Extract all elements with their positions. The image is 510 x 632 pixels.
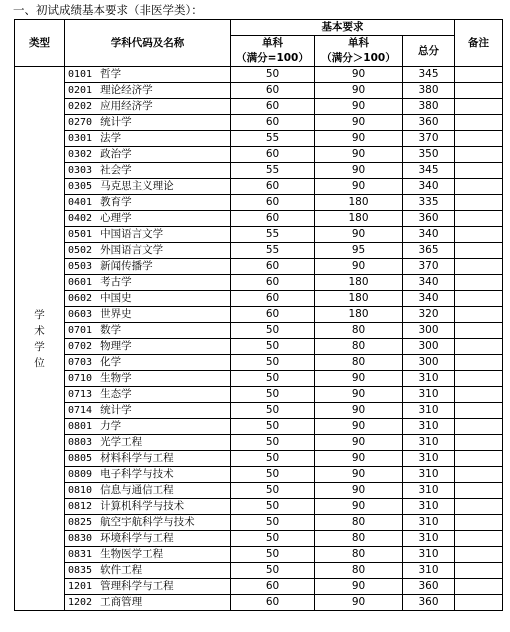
- score-single-gt100: 90: [315, 259, 403, 275]
- subject-name: 软件工程: [100, 564, 143, 576]
- score-single-gt100: 90: [315, 483, 403, 499]
- score-single-gt100: 90: [315, 595, 403, 611]
- subject-code: 0301: [68, 133, 93, 144]
- table-row: [15, 259, 503, 275]
- remark-cell: [455, 483, 503, 499]
- group-label-char: 位: [34, 356, 45, 369]
- subject-name: 化学: [100, 356, 122, 368]
- table-row: [15, 227, 503, 243]
- score-single-gt100: 80: [315, 515, 403, 531]
- subject-name: 管理科学与工程: [100, 580, 174, 592]
- score-total: 300: [403, 339, 455, 355]
- subject-code: 0805: [68, 453, 93, 464]
- subject-cell: [65, 227, 231, 243]
- subject-cell: [65, 579, 231, 595]
- score-total: 310: [403, 515, 455, 531]
- score-single-100: 50: [231, 323, 315, 339]
- subject-name: 中国史: [100, 292, 132, 304]
- score-total: 345: [403, 163, 455, 179]
- subject-code: 0270: [68, 117, 93, 128]
- table-row: [15, 339, 503, 355]
- subject-cell: [65, 163, 231, 179]
- table-row: [15, 579, 503, 595]
- subject-code: 0305: [68, 181, 93, 192]
- table-row: [15, 83, 503, 99]
- subject-code: 0702: [68, 341, 93, 352]
- subject-name: 理论经济学: [100, 84, 153, 96]
- group-label-char: 术: [34, 324, 45, 337]
- score-single-100: 50: [231, 67, 315, 83]
- remark-cell: [455, 67, 503, 83]
- table-row: [15, 323, 503, 339]
- score-total: 310: [403, 435, 455, 451]
- subject-name: 教育学: [100, 196, 132, 208]
- score-single-gt100: 180: [315, 211, 403, 227]
- remark-cell: [455, 531, 503, 547]
- score-total: 365: [403, 243, 455, 259]
- score-single-gt100: 90: [315, 419, 403, 435]
- subject-cell: [65, 275, 231, 291]
- header-row-top: [15, 20, 503, 36]
- remark-cell: [455, 275, 503, 291]
- subject-name: 法学: [100, 132, 122, 144]
- subject-cell: [65, 467, 231, 483]
- subject-cell: [65, 499, 231, 515]
- score-single-gt100: 90: [315, 147, 403, 163]
- subject-cell: [65, 131, 231, 147]
- subject-name: 信息与通信工程: [100, 484, 174, 496]
- table-row: [15, 499, 503, 515]
- score-single-gt100: 180: [315, 195, 403, 211]
- score-total: 350: [403, 147, 455, 163]
- subject-name: 光学工程: [100, 436, 143, 448]
- remark-cell: [455, 467, 503, 483]
- score-total: 370: [403, 259, 455, 275]
- remark-cell: [455, 419, 503, 435]
- subject-cell: [65, 547, 231, 563]
- subject-code: 0503: [68, 261, 93, 272]
- subject-code: 0201: [68, 85, 93, 96]
- table-row: [15, 387, 503, 403]
- group-label-char: 学: [34, 340, 45, 353]
- table-row: [15, 243, 503, 259]
- score-single-gt100: 90: [315, 179, 403, 195]
- score-single-100: 60: [231, 595, 315, 611]
- score-single-gt100: 90: [315, 451, 403, 467]
- subject-cell: [65, 387, 231, 403]
- remark-cell: [455, 355, 503, 371]
- score-total: 340: [403, 291, 455, 307]
- subject-cell: [65, 371, 231, 387]
- score-total: 310: [403, 563, 455, 579]
- table-row: [15, 547, 503, 563]
- score-single-gt100: 90: [315, 371, 403, 387]
- remark-cell: [455, 547, 503, 563]
- score-total: 300: [403, 355, 455, 371]
- subject-code: 0801: [68, 421, 93, 432]
- score-total: 360: [403, 595, 455, 611]
- remark-cell: [455, 579, 503, 595]
- remark-cell: [455, 163, 503, 179]
- score-total: 360: [403, 579, 455, 595]
- subject-code: 0303: [68, 165, 93, 176]
- subject-code: 0835: [68, 565, 93, 576]
- score-single-100: 50: [231, 467, 315, 483]
- score-total: 310: [403, 451, 455, 467]
- subject-cell: [65, 307, 231, 323]
- score-single-gt100: 90: [315, 387, 403, 403]
- score-single-100: 50: [231, 419, 315, 435]
- score-single-gt100: 180: [315, 291, 403, 307]
- score-single-gt100: 90: [315, 131, 403, 147]
- table-row: [15, 307, 503, 323]
- table-row: [15, 115, 503, 131]
- score-total: 340: [403, 179, 455, 195]
- remark-cell: [455, 563, 503, 579]
- table-row: [15, 195, 503, 211]
- section-heading: 一、初试成绩基本要求（非医学类）：: [13, 3, 203, 17]
- score-total: 310: [403, 547, 455, 563]
- subject-code: 0831: [68, 549, 93, 560]
- remark-cell: [455, 323, 503, 339]
- score-single-100: 55: [231, 163, 315, 179]
- subject-cell: [65, 195, 231, 211]
- subject-code: 0101: [68, 69, 93, 80]
- score-single-gt100: 90: [315, 83, 403, 99]
- subject-code: 0713: [68, 389, 93, 400]
- score-single-gt100: 80: [315, 531, 403, 547]
- subject-name: 物理学: [100, 340, 132, 352]
- subject-cell: [65, 83, 231, 99]
- subject-cell: [65, 419, 231, 435]
- remark-cell: [455, 227, 503, 243]
- score-single-100: 60: [231, 99, 315, 115]
- table-row: [15, 67, 503, 83]
- score-single-gt100: 80: [315, 355, 403, 371]
- table-row: [15, 275, 503, 291]
- score-single-100: 50: [231, 483, 315, 499]
- score-single-gt100: 90: [315, 579, 403, 595]
- remark-cell: [455, 147, 503, 163]
- table-row: [15, 563, 503, 579]
- subject-name: 材料科学与工程: [100, 452, 174, 464]
- group-label-char: 学: [34, 308, 45, 321]
- score-total: 300: [403, 323, 455, 339]
- subject-cell: [65, 355, 231, 371]
- table-row: [15, 403, 503, 419]
- subject-cell: [65, 403, 231, 419]
- subject-name: 生态学: [100, 388, 132, 400]
- score-total: 360: [403, 115, 455, 131]
- score-single-100: 50: [231, 531, 315, 547]
- table-row: [15, 179, 503, 195]
- subject-code: 0501: [68, 229, 93, 240]
- table-row: [15, 483, 503, 499]
- table-body: [15, 67, 503, 611]
- subject-code: 0502: [68, 245, 93, 256]
- table-row: [15, 467, 503, 483]
- remark-cell: [455, 371, 503, 387]
- table-row: [15, 371, 503, 387]
- subject-code: 0714: [68, 405, 93, 416]
- subject-cell: [65, 179, 231, 195]
- table-row: [15, 435, 503, 451]
- subject-code: 0703: [68, 357, 93, 368]
- score-single-gt100: 80: [315, 547, 403, 563]
- table-row: [15, 291, 503, 307]
- subject-code: 0401: [68, 197, 93, 208]
- score-single-gt100: 180: [315, 307, 403, 323]
- header-type: 类型: [15, 20, 65, 67]
- score-single-100: 50: [231, 515, 315, 531]
- remark-cell: [455, 435, 503, 451]
- score-total: 340: [403, 275, 455, 291]
- score-total: 310: [403, 499, 455, 515]
- remark-cell: [455, 99, 503, 115]
- score-total: 310: [403, 403, 455, 419]
- subject-code: 0830: [68, 533, 93, 544]
- subject-name: 政治学: [100, 148, 132, 160]
- subject-code: 0603: [68, 309, 93, 320]
- table-row: [15, 99, 503, 115]
- header-single-gt100: 单科 （满分＞100）: [315, 36, 403, 67]
- remark-cell: [455, 83, 503, 99]
- subject-code: 0710: [68, 373, 93, 384]
- subject-cell: [65, 451, 231, 467]
- subject-cell: [65, 115, 231, 131]
- score-single-100: 50: [231, 499, 315, 515]
- score-total: 370: [403, 131, 455, 147]
- score-single-gt100: 90: [315, 163, 403, 179]
- remark-cell: [455, 451, 503, 467]
- score-total: 320: [403, 307, 455, 323]
- subject-cell: [65, 515, 231, 531]
- subject-name: 生物学: [100, 372, 132, 384]
- score-total: 310: [403, 371, 455, 387]
- score-single-100: 55: [231, 243, 315, 259]
- subject-code: 0302: [68, 149, 93, 160]
- score-single-gt100: 95: [315, 243, 403, 259]
- subject-name: 外国语言文学: [100, 244, 164, 256]
- header-remark: 备注: [455, 20, 503, 67]
- subject-name: 社会学: [100, 164, 132, 176]
- score-single-gt100: 90: [315, 467, 403, 483]
- score-total: 360: [403, 211, 455, 227]
- subject-name: 数学: [100, 324, 122, 336]
- subject-code: 0402: [68, 213, 93, 224]
- subject-code: 1202: [68, 597, 93, 608]
- table-row: [15, 211, 503, 227]
- subject-cell: [65, 147, 231, 163]
- score-total: 380: [403, 99, 455, 115]
- score-total: 310: [403, 467, 455, 483]
- subject-cell: [65, 291, 231, 307]
- score-single-gt100: 90: [315, 67, 403, 83]
- table-row: [15, 531, 503, 547]
- table-row: [15, 147, 503, 163]
- score-single-100: 50: [231, 403, 315, 419]
- remark-cell: [455, 259, 503, 275]
- subject-name: 环境科学与工程: [100, 532, 174, 544]
- subject-name: 航空宇航科学与技术: [100, 516, 195, 528]
- score-single-gt100: 90: [315, 227, 403, 243]
- subject-code: 0810: [68, 485, 93, 496]
- subject-cell: [65, 243, 231, 259]
- subject-cell: [65, 211, 231, 227]
- score-single-100: 60: [231, 147, 315, 163]
- table-row: [15, 419, 503, 435]
- subject-code: 0601: [68, 277, 93, 288]
- subject-name: 统计学: [100, 116, 132, 128]
- score-single-100: 60: [231, 291, 315, 307]
- remark-cell: [455, 131, 503, 147]
- subject-cell: [65, 483, 231, 499]
- score-single-gt100: 90: [315, 499, 403, 515]
- remark-cell: [455, 515, 503, 531]
- score-total: 310: [403, 419, 455, 435]
- score-total: 345: [403, 67, 455, 83]
- score-single-gt100: 90: [315, 115, 403, 131]
- subject-name: 马克思主义理论: [100, 180, 174, 192]
- score-single-100: 50: [231, 563, 315, 579]
- subject-name: 新闻传播学: [100, 260, 153, 272]
- subject-code: 1201: [68, 581, 93, 592]
- remark-cell: [455, 387, 503, 403]
- subject-code: 0803: [68, 437, 93, 448]
- score-single-gt100: 80: [315, 563, 403, 579]
- subject-cell: [65, 595, 231, 611]
- score-single-100: 50: [231, 547, 315, 563]
- header-requirements: 基本要求: [231, 20, 455, 36]
- score-requirements-table: [14, 19, 503, 611]
- remark-cell: [455, 403, 503, 419]
- score-single-100: 60: [231, 259, 315, 275]
- score-single-gt100: 90: [315, 99, 403, 115]
- score-single-100: 50: [231, 435, 315, 451]
- subject-code: 0825: [68, 517, 93, 528]
- subject-code: 0809: [68, 469, 93, 480]
- table-row: [15, 515, 503, 531]
- score-single-100: 60: [231, 275, 315, 291]
- subject-cell: [65, 339, 231, 355]
- subject-cell: [65, 531, 231, 547]
- subject-name: 计算机科学与技术: [100, 500, 185, 512]
- subject-name: 中国语言文学: [100, 228, 164, 240]
- header-total: 总分: [403, 36, 455, 67]
- table-row: [15, 355, 503, 371]
- subject-name: 应用经济学: [100, 100, 153, 112]
- remark-cell: [455, 339, 503, 355]
- remark-cell: [455, 291, 503, 307]
- table-row: [15, 131, 503, 147]
- subject-code: 0202: [68, 101, 93, 112]
- subject-code: 0812: [68, 501, 93, 512]
- score-single-gt100: 80: [315, 339, 403, 355]
- subject-name: 生物医学工程: [100, 548, 164, 560]
- score-single-100: 60: [231, 179, 315, 195]
- subject-cell: [65, 67, 231, 83]
- score-total: 380: [403, 83, 455, 99]
- table-row: [15, 163, 503, 179]
- score-single-gt100: 90: [315, 403, 403, 419]
- score-single-100: 60: [231, 579, 315, 595]
- remark-cell: [455, 595, 503, 611]
- remark-cell: [455, 211, 503, 227]
- subject-name: 力学: [100, 420, 122, 432]
- score-total: 310: [403, 483, 455, 499]
- subject-name: 心理学: [100, 212, 132, 224]
- score-single-100: 60: [231, 307, 315, 323]
- score-total: 335: [403, 195, 455, 211]
- score-single-100: 55: [231, 131, 315, 147]
- header-subject: 学科代码及名称: [65, 20, 231, 67]
- subject-name: 统计学: [100, 404, 132, 416]
- score-single-100: 60: [231, 83, 315, 99]
- subject-name: 世界史: [100, 308, 132, 320]
- score-total: 310: [403, 387, 455, 403]
- score-total: 340: [403, 227, 455, 243]
- score-single-100: 50: [231, 371, 315, 387]
- subject-code: 0701: [68, 325, 93, 336]
- subject-name: 电子科学与技术: [100, 468, 174, 480]
- subject-code: 0602: [68, 293, 93, 304]
- remark-cell: [455, 115, 503, 131]
- score-single-100: 50: [231, 355, 315, 371]
- table-row: [15, 451, 503, 467]
- score-single-100: 55: [231, 227, 315, 243]
- score-single-100: 60: [231, 195, 315, 211]
- score-single-gt100: 80: [315, 323, 403, 339]
- score-single-100: 60: [231, 211, 315, 227]
- score-single-100: 50: [231, 387, 315, 403]
- score-total: 310: [403, 531, 455, 547]
- score-single-100: 60: [231, 115, 315, 131]
- score-single-gt100: 180: [315, 275, 403, 291]
- subject-cell: [65, 259, 231, 275]
- remark-cell: [455, 195, 503, 211]
- subject-cell: [65, 99, 231, 115]
- score-single-100: 50: [231, 451, 315, 467]
- remark-cell: [455, 499, 503, 515]
- remark-cell: [455, 243, 503, 259]
- group-label-academic-degree: [15, 67, 65, 611]
- header-single-100: 单科 （满分=100）: [231, 36, 315, 67]
- table-row: [15, 595, 503, 611]
- subject-cell: [65, 435, 231, 451]
- score-single-gt100: 90: [315, 435, 403, 451]
- score-single-100: 50: [231, 339, 315, 355]
- remark-cell: [455, 179, 503, 195]
- subject-name: 哲学: [100, 68, 122, 80]
- remark-cell: [455, 307, 503, 323]
- subject-name: 考古学: [100, 276, 132, 288]
- subject-cell: [65, 323, 231, 339]
- subject-name: 工商管理: [100, 596, 143, 608]
- subject-cell: [65, 563, 231, 579]
